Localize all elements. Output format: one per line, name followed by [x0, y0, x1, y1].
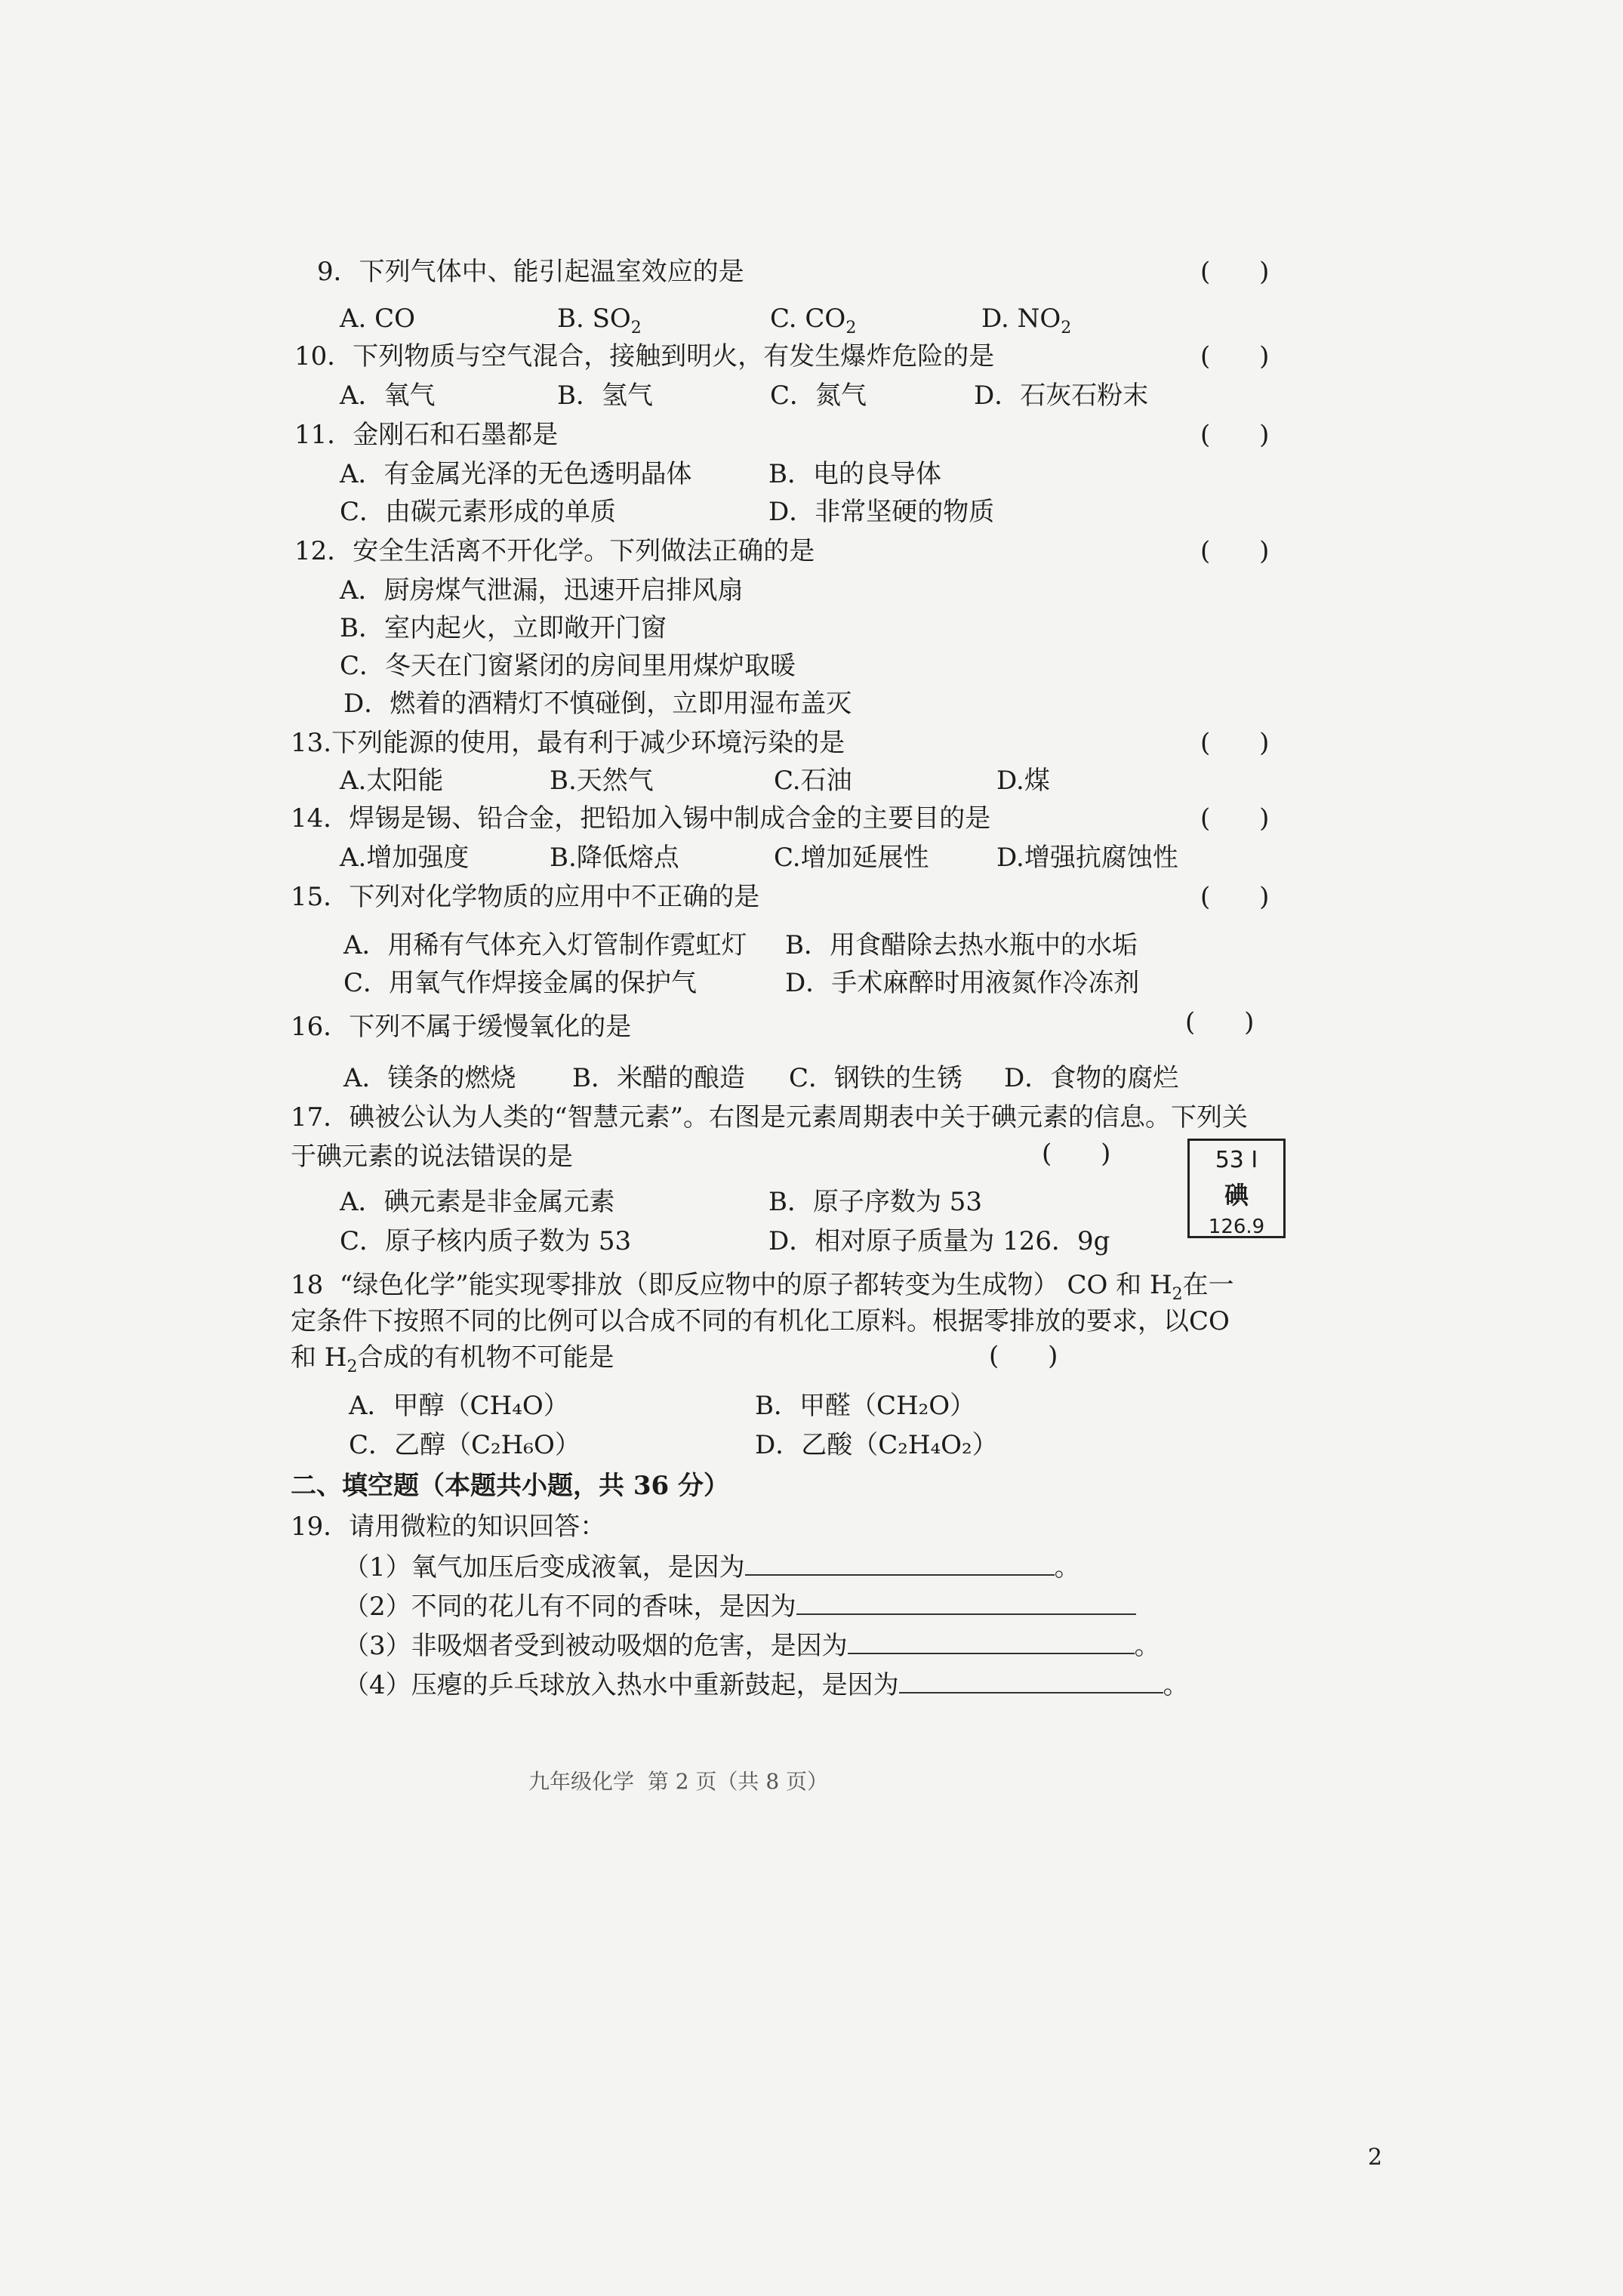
- section-fill-in-heading: 二、填空题（本题共小题，共 36 分）: [291, 1471, 729, 1501]
- q12-option-d: D．燃着的酒精灯不慎碰倒，立即用湿布盖灭: [343, 689, 852, 719]
- q9-c-text: C. CO: [770, 304, 846, 334]
- q17-answer-paren[interactable]: ( ): [1042, 1139, 1111, 1169]
- q16-option-c: C．钢铁的生锈: [789, 1063, 963, 1093]
- q18-stem-line3: [291, 1342, 614, 1382]
- q9-b-text: B. SO: [557, 304, 631, 334]
- q15-answer-paren[interactable]: ( ): [1200, 882, 1270, 912]
- q18-l1-tail: 在一: [1182, 1270, 1234, 1300]
- q17-option-b: B．原子序数为 53: [768, 1187, 983, 1217]
- q18-stem-line2: 定条件下按照不同的比例可以合成不同的有机化工原料。根据零排放的要求，以CO: [291, 1306, 1230, 1336]
- q14-option-b: B.降低熔点: [550, 843, 679, 873]
- q16-stem: 16．下列不属于缓慢氧化的是: [291, 1012, 632, 1042]
- q13-option-d: D.煤: [996, 766, 1050, 796]
- q15-stem: 15．下列对化学物质的应用中不正确的是: [291, 882, 760, 912]
- q19-p4-end: 。: [1163, 1670, 1189, 1700]
- page-footer: 九年级化学 第 2 页（共 8 页）: [528, 1769, 829, 1794]
- q10-option-c: C．氮气: [770, 381, 867, 411]
- q13-option-a: A.太阳能: [340, 766, 444, 796]
- q12-stem: 12．安全生活离不开化学。下列做法正确的是: [294, 536, 815, 566]
- q16-answer-paren[interactable]: ( ): [1185, 1007, 1255, 1037]
- q17-stem-line2: 于碘元素的说法错误的是: [291, 1142, 573, 1172]
- q18-l3-tail: 合成的有机物不可能是: [357, 1342, 614, 1373]
- q12-option-a: A．厨房煤气泄漏，迅速开启排风扇: [340, 575, 744, 606]
- q9-d-sub: 2: [1061, 318, 1072, 337]
- q19-p2-text: （2）不同的花儿有不同的香味，是因为: [343, 1592, 796, 1622]
- q9-b-sub: 2: [630, 318, 642, 337]
- q14-option-c: C.增加延展性: [774, 843, 929, 873]
- q19-part3: [343, 1631, 1160, 1661]
- q18-l1-text: 18 “绿色化学”能实现零排放（即反应物中的原子都转变为生成物） CO 和 H: [291, 1270, 1172, 1300]
- q19-p3-end: 。: [1134, 1631, 1160, 1661]
- q18-option-d: D．乙酸（C₂H₄O₂）: [755, 1430, 998, 1460]
- q17-option-a: A．碘元素是非金属元素: [340, 1187, 615, 1217]
- q13-option-b: B.天然气: [550, 766, 654, 796]
- q11-option-b: B．电的良导体: [768, 459, 941, 489]
- q9-option-d: [981, 304, 1071, 344]
- q17-option-d: D．相对原子质量为 126．9g: [768, 1226, 1110, 1256]
- q11-option-c: C．由碳元素形成的单质: [340, 497, 617, 527]
- q12-answer-paren[interactable]: ( ): [1200, 536, 1270, 566]
- iodine-element-card: [1187, 1139, 1286, 1238]
- q18-option-c: C．乙醇（C₂H₆O）: [349, 1430, 581, 1460]
- element-mass: 126.9: [1208, 1216, 1265, 1238]
- q19-p3-answer-blank[interactable]: [848, 1632, 1135, 1654]
- q15-option-c: C．用氧气作焊接金属的保护气: [343, 968, 698, 998]
- q11-option-d: D．非常坚硬的物质: [768, 497, 995, 527]
- page-number: 2: [1368, 2144, 1383, 2171]
- q11-stem: 11．金刚石和石墨都是: [294, 420, 559, 450]
- q19-part4: [343, 1670, 1189, 1700]
- q9-c-sub: 2: [845, 318, 857, 337]
- q19-part2: [343, 1592, 1136, 1622]
- q19-p3-text: （3）非吸烟者受到被动吸烟的危害，是因为: [343, 1631, 848, 1661]
- q10-answer-paren[interactable]: ( ): [1200, 341, 1270, 371]
- q19-stem: 19．请用微粒的知识回答：: [291, 1512, 606, 1542]
- q19-p1-answer-blank[interactable]: [745, 1553, 1055, 1576]
- q13-answer-paren[interactable]: ( ): [1200, 728, 1270, 758]
- q18-stem-line1: [291, 1270, 1234, 1310]
- q19-p4-answer-blank[interactable]: [899, 1671, 1163, 1693]
- q16-option-d: D．食物的腐烂: [1004, 1063, 1179, 1093]
- q16-option-a: A．镁条的燃烧: [343, 1063, 516, 1093]
- q19-p1-end: 。: [1054, 1552, 1080, 1583]
- q15-option-d: D．手术麻醉时用液氮作冷冻剂: [785, 968, 1140, 998]
- q11-option-a: A．有金属光泽的无色透明晶体: [340, 459, 692, 489]
- q18-answer-paren[interactable]: ( ): [989, 1341, 1058, 1371]
- q9-option-b: [557, 304, 642, 344]
- element-name: 碘: [1224, 1181, 1249, 1210]
- q15-option-a: A．用稀有气体充入灯管制作霓虹灯: [343, 930, 747, 960]
- q9-answer-paren[interactable]: ( ): [1200, 257, 1270, 287]
- q18-option-a: A．甲醇（CH₄O）: [349, 1391, 569, 1421]
- q18-l3-text: 和 H: [291, 1342, 347, 1373]
- q18-l1-sub: 2: [1172, 1284, 1183, 1304]
- q19-part1: [343, 1552, 1080, 1583]
- q17-option-c: C．原子核内质子数为 53: [340, 1226, 632, 1256]
- q10-option-a: A．氧气: [340, 381, 436, 411]
- q19-p1-text: （1）氧气加压后变成液氧，是因为: [343, 1552, 745, 1583]
- q14-option-d: D.增强抗腐蚀性: [996, 843, 1178, 873]
- q16-option-b: B．米醋的酿造: [572, 1063, 745, 1093]
- q12-option-b: B．室内起火，立即敞开门窗: [340, 613, 667, 643]
- q15-option-b: B．用食醋除去热水瓶中的水垢: [785, 930, 1138, 960]
- q9-d-text: D. NO: [981, 304, 1061, 334]
- q13-stem: 13.下列能源的使用，最有利于减少环境污染的是: [291, 728, 845, 758]
- q19-p4-text: （4）压瘪的乒乓球放入热水中重新鼓起，是因为: [343, 1670, 899, 1700]
- q14-stem: 14．焊锡是锡、铅合金，把铅加入锡中制成合金的主要目的是: [291, 803, 991, 834]
- q19-p2-answer-blank[interactable]: [796, 1592, 1136, 1615]
- q13-option-c: C.石油: [774, 766, 852, 796]
- q9-stem: 9．下列气体中、能引起温室效应的是: [317, 257, 744, 287]
- q10-option-b: B．氢气: [557, 381, 653, 411]
- q10-stem: 10．下列物质与空气混合，接触到明火，有发生爆炸危险的是: [294, 341, 995, 371]
- q11-answer-paren[interactable]: ( ): [1200, 420, 1270, 450]
- q12-option-c: C．冬天在门窗紧闭的房间里用煤炉取暖: [340, 651, 796, 681]
- q9-option-a: A. CO: [340, 304, 416, 334]
- q9-option-c: [770, 304, 856, 344]
- q10-option-d: D．石灰石粉末: [974, 381, 1149, 411]
- q18-l3-sub: 2: [346, 1357, 358, 1376]
- q14-answer-paren[interactable]: ( ): [1200, 803, 1270, 834]
- q14-option-a: A.增加强度: [340, 843, 470, 873]
- q18-option-b: B．甲醛（CH₂O）: [755, 1391, 976, 1421]
- element-number-symbol: 53 I: [1215, 1147, 1258, 1173]
- q17-stem-line1: 17．碘被公认为人类的“智慧元素”。右图是元素周期表中关于碘元素的信息。下列关: [291, 1102, 1249, 1133]
